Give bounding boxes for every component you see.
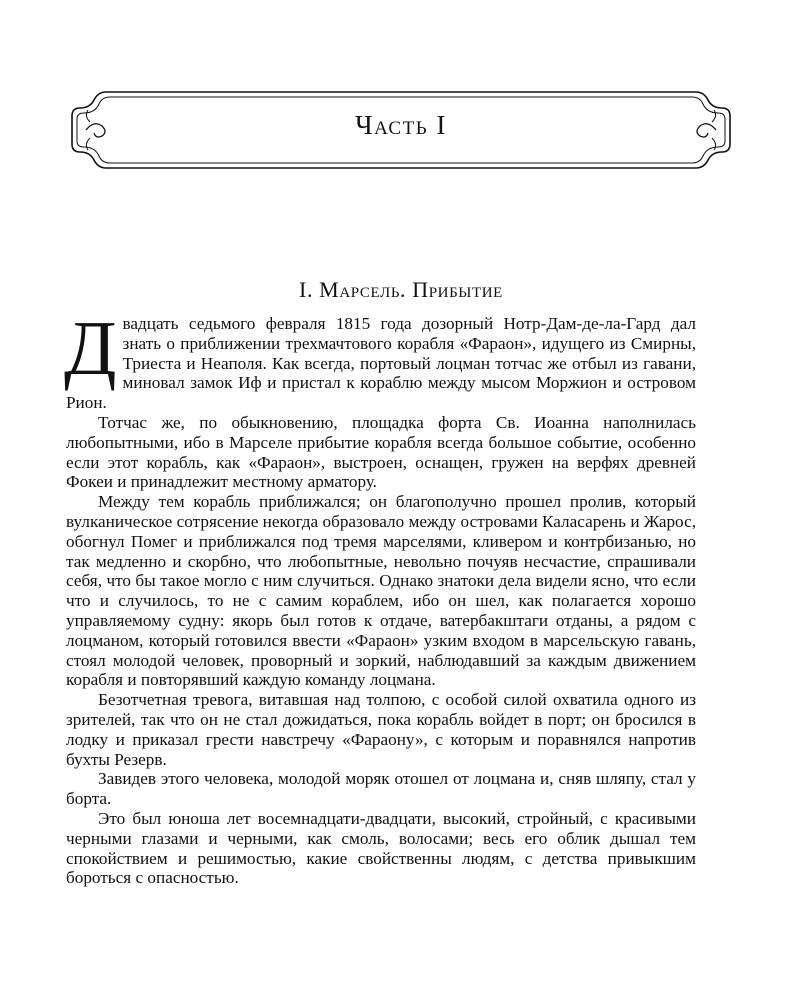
- paragraph-2: Тотчас же, по обыкновению, площадка форта Св. Иоанна наполнилась любопытными, ибо в Марселе прибытие корабля всегда большое событие, особенно если этот корабль, как «Фараон», выстроен, оснащен, гружен на верфях древней Фокеи и принадлежит местному арматору.: [66, 412, 696, 492]
- paragraph-4: Безотчетная тревога, витавшая над толпою, с особой силой охватила одного из зрителей, так что он не стал дожидаться, пока корабль войдет в порт; он бросился в лодку и приказал грести навстречу «Фараону», с которым и поравнялся напротив бухты Резерв.: [66, 690, 696, 769]
- paragraph-6: Это был юноша лет восемнадцати-двадцати, высокий, стройный, с красивыми черными глазами и черными, как смоль, волосами; весь его облик дышал тем спокойствием и решимостью, какие свойственны людям, с детства привыкшим бороться с опасностью.: [66, 808, 696, 888]
- drop-cap: Д: [64, 305, 117, 391]
- chapter-title: I. Марсель. Прибытие: [299, 277, 503, 302]
- paragraph-5: Завидев этого человека, молодой моряк отошел от лоцмана и, сняв шляпу, стал у борта.: [66, 769, 696, 809]
- paragraph-3: Между тем корабль приближался; он благополучно прошел пролив, который вулканическое сотрясение некогда образовало между островами Каласарень и Жарос, обогнул Помег и приближался под тремя марселями, кливером и контрбизанью, но так медленно и скорбно, что любопытные, невольно почуяв несчастие, спрашивали себя, что бы такое могло с ним случиться. Однако знатоки дела видели ясно, что если что и случилось, то не с самим кораблем, ибо он шел, как полагается хорошо управляемому судну: якорь был готов к отдаче, ватербакштаги отданы, а рядом с лоцманом, который готовился ввести «Фараон» узким входом в марсельскую гавань, стоял молодой человек, проворный и зоркий, наблюдавший за каждым движением корабля и повторявший каждую команду лоцмана.: [66, 492, 696, 690]
- ornamental-title-frame: [66, 86, 736, 174]
- paragraph-1-text: вадцать седьмого февраля 1815 года дозорный Нотр-Дам-де-ла-Гард дал знать о приближении трехмачтового корабля «Фараон», идущего из Смирны, Триеста и Неаполя. Как всегда, портовый лоцман тотчас же отбыл из гавани, миновал замок Иф и пристал к кораблю между мысом Моржион и островом Рион.: [66, 314, 696, 413]
- chapter-body: [64, 305, 696, 888]
- part-title: Часть I: [355, 110, 447, 140]
- paragraph-1: [64, 305, 696, 413]
